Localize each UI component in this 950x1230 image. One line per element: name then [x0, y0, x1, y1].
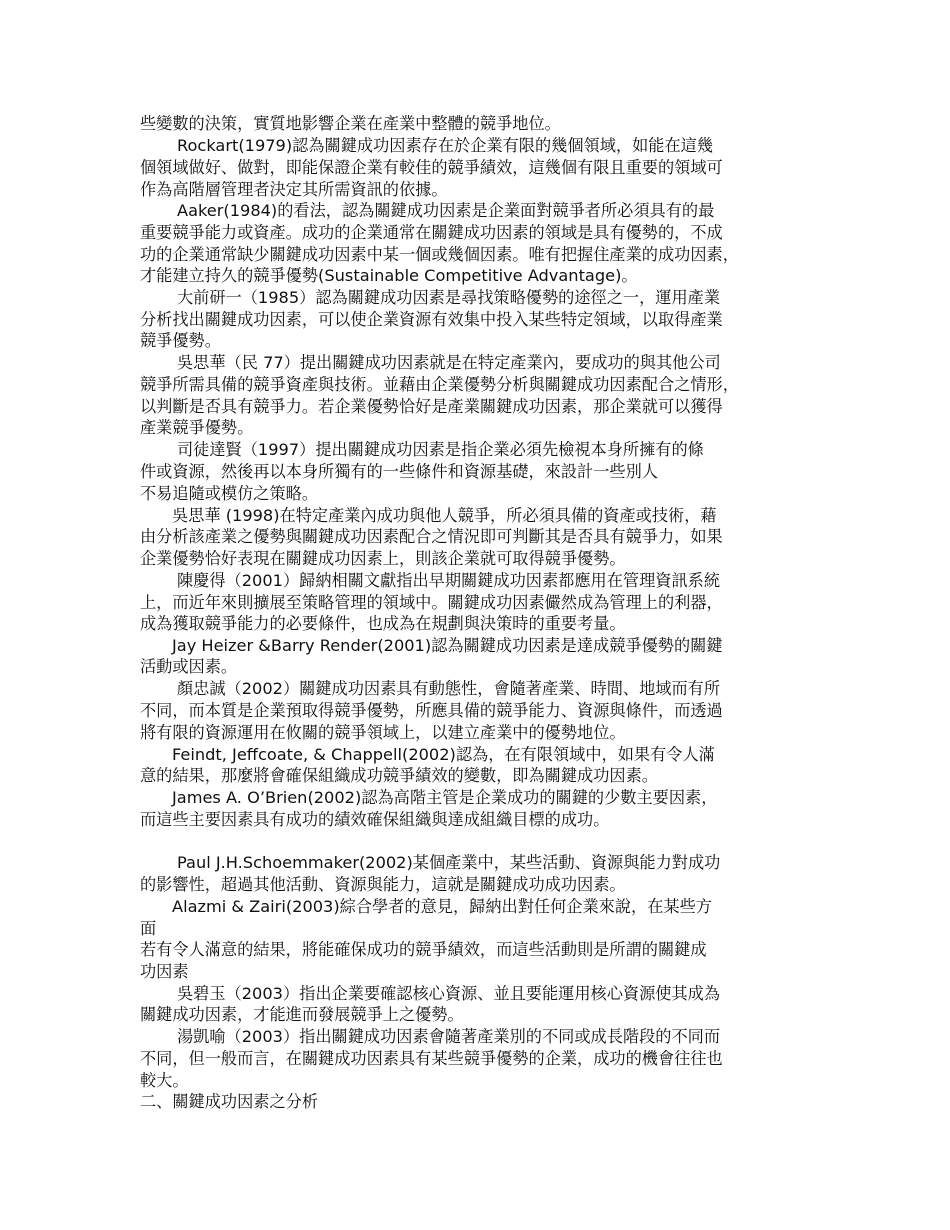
paragraph-line: 吳思華 (1998)在特定產業內成功與他人競爭，所必須具備的資產或技術，藉 — [172, 506, 717, 525]
paragraph-line: 由分析該產業之優勢與關鍵成功因素配合之情況即可判斷其是否具有競爭力，如果 — [140, 527, 723, 546]
paragraph-line: 以判斷是否具有競爭力。若企業優勢恰好是產業關鍵成功因素，那企業就可以獲得 — [140, 397, 723, 416]
paragraph-line: 作為高階層管理者決定其所需資訊的依據。 — [140, 180, 448, 199]
paragraph-line: 較大。 — [140, 1071, 189, 1090]
paragraph-line: 功因素 — [140, 962, 189, 981]
paragraph-line: 吳碧玉（2003）指出企業要確認核心資源、並且要能運用核心資源使其成為 — [177, 984, 721, 1003]
paragraph-line: 陳慶得（2001）歸納相關文獻指出早期關鍵成功因素都應用在管理資訊系統 — [177, 571, 721, 590]
paragraph-line: 顏忠誠（2002）關鍵成功因素具有動態性，會隨著產業、時間、地域而有所 — [177, 679, 721, 698]
section-heading: 二、關鍵成功因素之分析 — [140, 1092, 319, 1111]
paragraph-line: Paul J.H.Schoemmaker(2002)某個產業中，某些活動、資源與能力對成功 — [177, 853, 721, 872]
paragraph-line: 而這些主要因素具有成功的績效確保組織與達成組織目標的成功。 — [140, 810, 610, 829]
paragraph-line: 企業優勢恰好表現在關鍵成功因素上，則該企業就可取得競爭優勢。 — [140, 549, 626, 568]
paragraph-line: 成為獲取競爭能力的必要條件，也成為在規劃與決策時的重要考量。 — [140, 614, 626, 633]
paragraph-line: 不同，而本質是企業預取得競爭優勢，所應具備的競爭能力、資源與條件，而透過 — [140, 701, 723, 720]
paragraph-line: 不易追隨或模仿之策略。 — [140, 484, 319, 503]
paragraph-line: 湯凱喻（2003）指出關鍵成功因素會隨著產業別的不同或成長階段的不同而 — [177, 1027, 721, 1046]
paragraph-line: 活動或因素。 — [140, 657, 238, 676]
paragraph-line: 大前研一（1985）認為關鍵成功因素是尋找策略優勢的途徑之一，運用產業 — [177, 288, 721, 307]
paragraph-line: 將有限的資源運用在攸關的競爭領域上，以建立產業中的優勢地位。 — [140, 723, 626, 742]
paragraph-line: Rockart(1979)認為關鍵成功因素存在於企業有限的幾個領域，如能在這幾 — [177, 136, 714, 155]
paragraph-line: 若有令人滿意的結果，將能確保成功的競爭績效，而這些活動則是所謂的關鍵成 — [140, 940, 707, 959]
paragraph-line: 產業競爭優勢。 — [140, 418, 254, 437]
paragraph-line: 分析找出關鍵成功因素，可以使企業資源有效集中投入某些特定領域，以取得產業 — [140, 310, 723, 329]
paragraph-line: 重要競爭能力或資產。成功的企業通常在關鍵成功因素的領域是具有優勢的，不成 — [140, 223, 723, 242]
paragraph-line: 上，而近年來則擴展至策略管理的領域中。關鍵成功因素儼然成為管理上的利器， — [140, 593, 723, 612]
paragraph-line: 意的結果，那麼將會確保組織成功競爭績效的變數，即為關鍵成功因素。 — [140, 766, 658, 785]
paragraph-line: Feindt, Jeffcoate, & Chappell(2002)認為，在有限領域中，如果有令人滿 — [172, 745, 715, 764]
paragraph-line: 關鍵成功因素，才能進而發展競爭上之優勢。 — [140, 1005, 464, 1024]
paragraph-line: 功的企業通常缺少關鍵成功因素中某一個或幾個因素。唯有把握住產業的成功因素， — [140, 245, 739, 264]
paragraph-line: Aaker(1984)的看法，認為關鍵成功因素是企業面對競爭者所必須具有的最 — [177, 201, 715, 220]
paragraph-line: 的影響性，超過其他活動、資源與能力，這就是關鍵成功成功因素。 — [140, 875, 626, 894]
paragraph-line: 吳思華（民 77）提出關鍵成功因素就是在特定產業內，要成功的與其他公司 — [177, 353, 721, 372]
paragraph-line: 些變數的決策，實質地影響企業在產業中整體的競爭地位。 — [140, 114, 561, 133]
paragraph-line: 司徒達賢（1997）提出關鍵成功因素是指企業必須先檢視本身所擁有的條 — [177, 440, 704, 459]
paragraph-line: Jay Heizer &Barry Render(2001)認為關鍵成功因素是達成競爭優勢的關鍵 — [172, 636, 723, 655]
paragraph-line: Alazmi & Zairi(2003)綜合學者的意見，歸納出對任何企業來說，在某些方 — [172, 897, 712, 916]
paragraph-line: 競爭優勢。 — [140, 331, 221, 350]
paragraph-line: 競爭所需具備的競爭資產與技術。並藉由企業優勢分析與關鍵成功因素配合之情形， — [140, 375, 739, 394]
paragraph-line: 件或資源，然後再以本身所獨有的一些條件和資源基礎，來設計一些別人 — [140, 462, 658, 481]
paragraph-line: 個領域做好、做對，即能保證企業有較佳的競爭績效，這幾個有限且重要的領域可 — [140, 158, 723, 177]
paragraph-line: James A. O’Brien(2002)認為高階主管是企業成功的關鍵的少數主要因素， — [172, 788, 718, 807]
paragraph-line: 面 — [140, 919, 157, 938]
paragraph-line: 不同，但一般而言，在關鍵成功因素具有某些競爭優勢的企業，成功的機會往往也 — [140, 1049, 723, 1068]
paragraph-line: 才能建立持久的競爭優勢(Sustainable Competitive Advantage)。 — [140, 266, 638, 285]
